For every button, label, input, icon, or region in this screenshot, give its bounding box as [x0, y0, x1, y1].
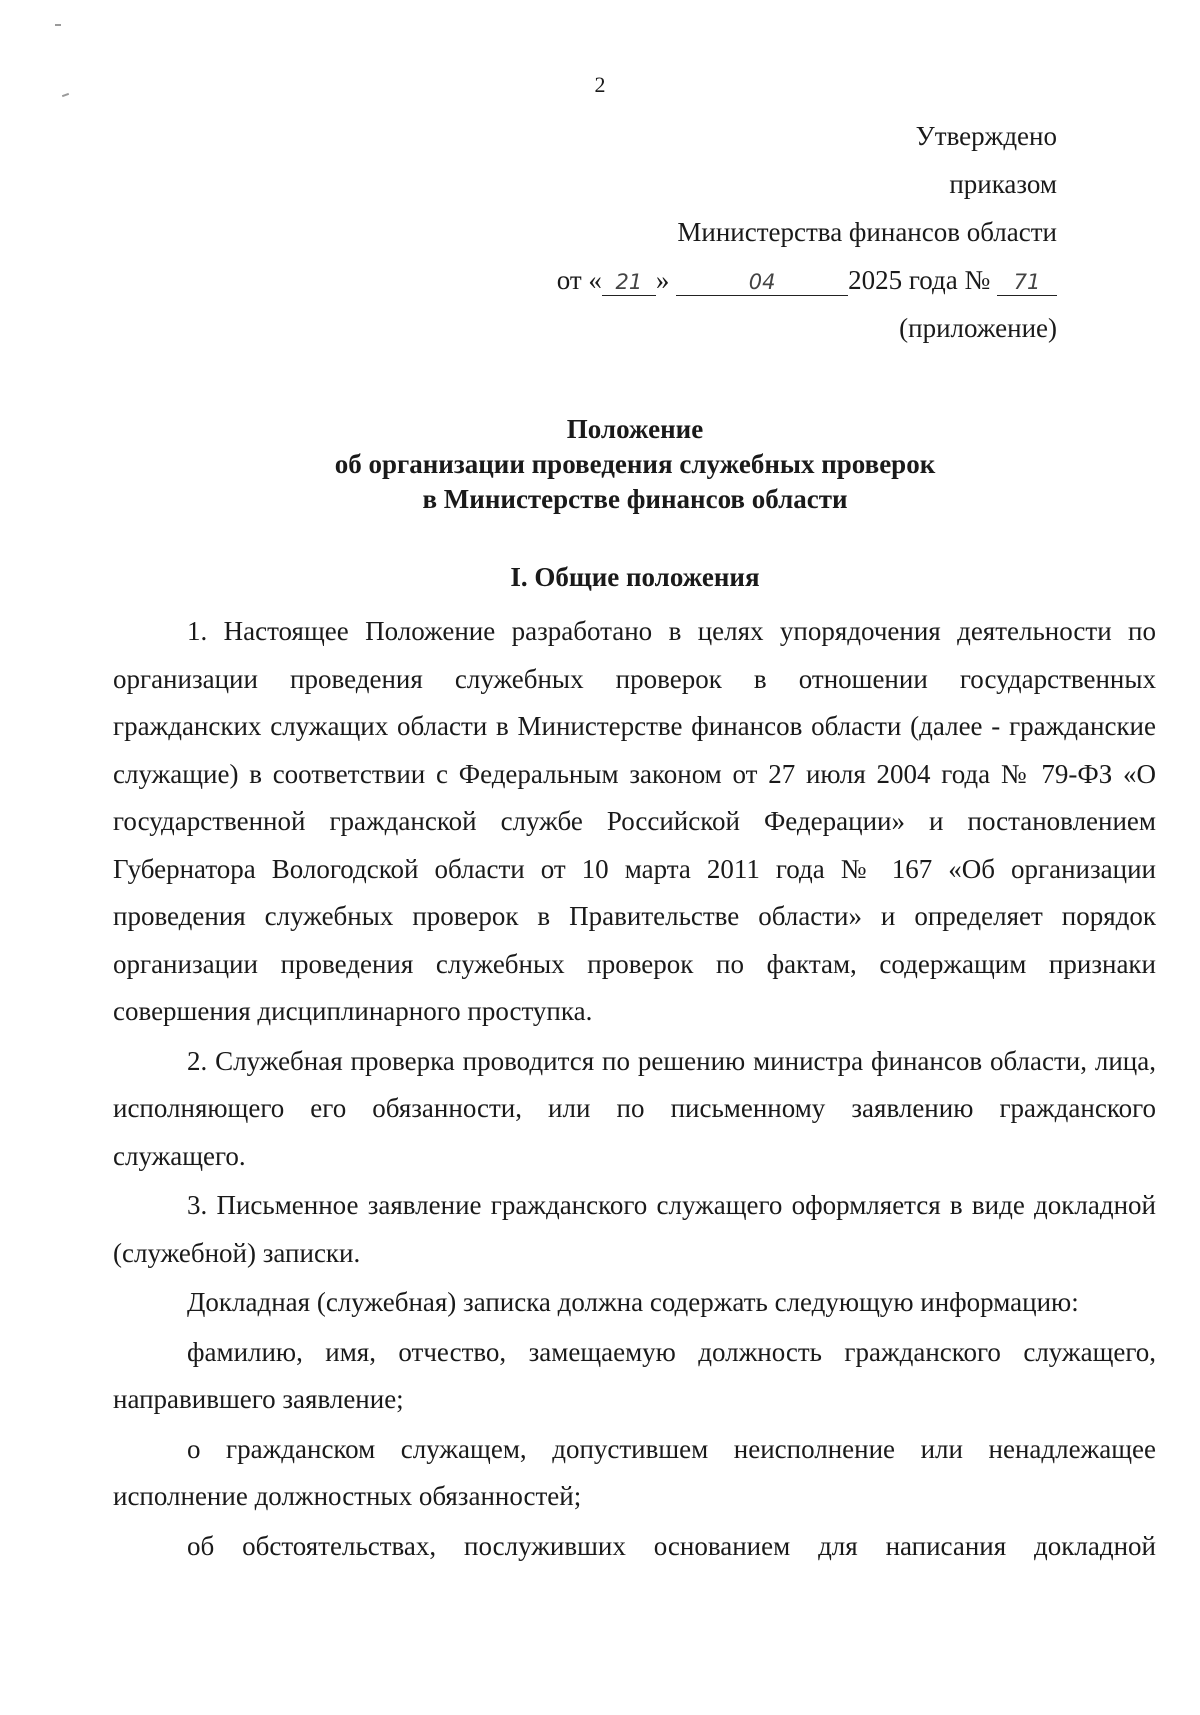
approval-line-appendix: (приложение) [899, 313, 1057, 343]
handwritten-month: 04 [676, 269, 848, 296]
handwritten-day: 21 [602, 269, 656, 296]
paragraph: об обстоятельствах, послуживших основанием для написания докладной [187, 1530, 1156, 1561]
handwritten-order-number: 71 [997, 269, 1057, 296]
section-heading: I. Общие положения [510, 562, 760, 592]
date-prefix: от « [556, 265, 602, 295]
title-line: в Министерстве финансов области [422, 484, 848, 514]
paragraph: 3. Письменное заявление гражданского служащего оформляется в виде докладной (служебной) записки. [113, 1190, 1156, 1268]
paragraph: 1. Настоящее Положение разработано в целях упорядочения деятельности по организации проведения служебных проверок в отношении государственных гражданских служащих области в Министерстве финансов области (далее - гражданские служащие) в соответствии с Федеральным законом от 27 июля 2004 года № 79-ФЗ «О государственной гражданской службе Российской Федерации» и постановлением Губернатора Вологодской области от 10 марта 2011 года № 167 «Об организации проведения служебных проверок в Правительстве области» и определяет порядок организации проведения служебных проверок по фактам, содержащим признаки совершения дисциплинарного проступка. [113, 616, 1156, 1026]
approval-line-approved: Утверждено [915, 121, 1057, 151]
title-line: об организации проведения служебных проверок [334, 449, 936, 479]
approval-line-ministry: Министерства финансов области [677, 217, 1057, 247]
approval-date-line [557, 256, 1057, 304]
paragraph: Докладная (служебная) записка должна содержать следующую информацию: [187, 1287, 1079, 1317]
paragraph: фамилию, имя, отчество, замещаемую должность гражданского служащего, направившего заявление; [113, 1336, 1156, 1414]
page-number: 2 [594, 72, 606, 97]
paragraph: о гражданском служащем, допустившем неисполнение или ненадлежащее исполнение должностных обязанностей; [113, 1433, 1156, 1511]
document-title [0, 412, 1200, 517]
title-line: Положение [566, 414, 704, 444]
document-body [113, 608, 1156, 1572]
paragraph: 2. Служебная проверка проводится по решению министра финансов области, лица, исполняющего его обязанности, или по письменному заявлению гражданского служащего. [113, 1045, 1156, 1171]
date-year: 2025 года № [848, 265, 991, 295]
approval-stamp-block [557, 112, 1057, 352]
date-mid: » [655, 265, 670, 295]
approval-line-order: приказом [949, 169, 1057, 199]
scan-artifact-mark [55, 24, 61, 26]
